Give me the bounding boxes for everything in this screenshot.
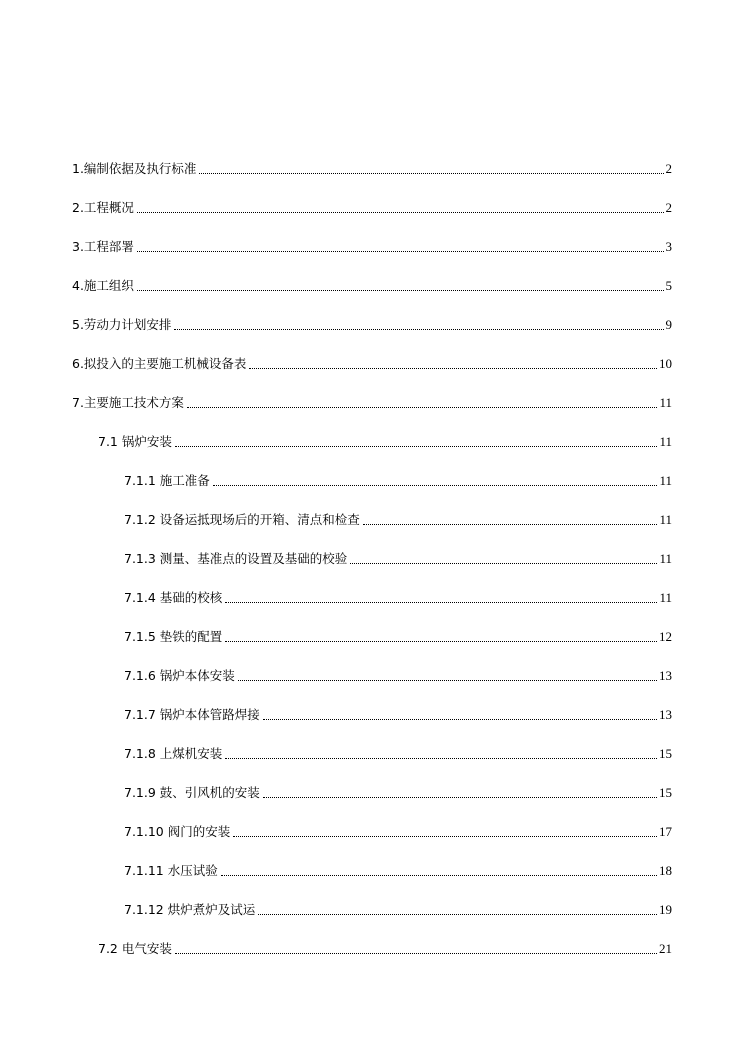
toc-entry[interactable]	[124, 509, 672, 531]
toc-entry-label: 7.1.11 水压试验	[124, 863, 218, 878]
toc-entry-label: 7.1.9 鼓、引风机的安装	[124, 785, 260, 800]
toc-entry[interactable]	[98, 938, 672, 960]
toc-entry-page-number: 11	[659, 551, 672, 566]
toc-entry-page-number: 10	[659, 356, 672, 371]
toc-dot-leader	[363, 524, 658, 525]
toc-entry-page-number: 21	[659, 941, 672, 956]
toc-dot-leader	[258, 914, 657, 915]
toc-entry-label: 7.2 电气安装	[98, 941, 172, 956]
toc-entry-page-number: 11	[659, 512, 672, 527]
toc-dot-leader	[225, 758, 657, 759]
toc-dot-leader	[174, 329, 663, 330]
toc-entry-page-number: 12	[659, 629, 672, 644]
toc-entry-label: 7.1.6 锅炉本体安装	[124, 668, 235, 683]
toc-entry-page-number: 13	[659, 668, 672, 683]
toc-dot-leader	[175, 446, 658, 447]
toc-dot-leader	[137, 251, 664, 252]
toc-dot-leader	[221, 875, 657, 876]
toc-entry-page-number: 2	[665, 161, 672, 176]
toc-entry[interactable]	[124, 704, 672, 726]
toc-entry-label: 7.主要施工技术方案	[72, 395, 184, 410]
toc-entry-label: 5.劳动力计划安排	[72, 317, 172, 332]
toc-entry-label: 7.1.7 锅炉本体管路焊接	[124, 707, 260, 722]
toc-entry-page-number: 5	[665, 278, 672, 293]
toc-dot-leader	[187, 407, 658, 408]
toc-entry-label: 7.1.1 施工准备	[124, 473, 210, 488]
toc-entry[interactable]	[72, 392, 672, 414]
toc-entry[interactable]	[124, 665, 672, 687]
toc-entry[interactable]	[124, 821, 672, 843]
toc-entry-page-number: 11	[659, 473, 672, 488]
toc-dot-leader	[225, 602, 657, 603]
toc-entry-label: 2.工程概况	[72, 200, 134, 215]
toc-entry-page-number: 11	[659, 590, 672, 605]
toc-entry[interactable]	[124, 860, 672, 882]
toc-entry-label: 1.编制依据及执行标准	[72, 161, 197, 176]
toc-dot-leader	[175, 953, 657, 954]
toc-dot-leader	[263, 797, 657, 798]
toc-entry[interactable]	[72, 353, 672, 375]
toc-entry-label: 7.1.10 阀门的安装	[124, 824, 231, 839]
toc-entry-page-number: 18	[659, 863, 672, 878]
toc-entry-label: 7.1.5 垫铁的配置	[124, 629, 223, 644]
toc-entry[interactable]	[72, 275, 672, 297]
toc-dot-leader	[350, 563, 657, 564]
toc-entry-page-number: 11	[659, 395, 672, 410]
toc-entry[interactable]	[124, 782, 672, 804]
toc-entry-label: 3.工程部署	[72, 239, 134, 254]
toc-entry-label: 7.1.2 设备运抵现场后的开箱、清点和检查	[124, 512, 360, 527]
toc-entry-page-number: 15	[659, 785, 672, 800]
toc-entry-page-number: 2	[665, 200, 672, 215]
toc-dot-leader	[199, 173, 663, 174]
toc-entry[interactable]	[72, 158, 672, 180]
toc-dot-leader	[233, 836, 657, 837]
toc-dot-leader	[225, 641, 657, 642]
toc-entry-label: 7.1.8 上煤机安装	[124, 746, 223, 761]
toc-entry[interactable]	[124, 743, 672, 765]
toc-entry[interactable]	[124, 587, 672, 609]
toc-dot-leader	[213, 485, 658, 486]
toc-entry-page-number: 15	[659, 746, 672, 761]
toc-entry-label: 7.1.3 测量、基准点的设置及基础的校验	[124, 551, 348, 566]
toc-entry-label: 7.1.4 基础的校核	[124, 590, 223, 605]
toc-entry-label: 7.1.12 烘炉煮炉及试运	[124, 902, 256, 917]
toc-entry[interactable]	[124, 899, 672, 921]
toc-entry-page-number: 3	[665, 239, 672, 254]
toc-entry-page-number: 11	[659, 434, 672, 449]
toc-entry[interactable]	[72, 197, 672, 219]
toc-dot-leader	[137, 290, 664, 291]
toc-entry[interactable]	[72, 314, 672, 336]
toc-dot-leader	[238, 680, 657, 681]
toc-entry-page-number: 17	[659, 824, 672, 839]
toc-entry-page-number: 19	[659, 902, 672, 917]
toc-entry[interactable]	[124, 626, 672, 648]
toc-dot-leader	[137, 212, 664, 213]
toc-entry[interactable]	[72, 236, 672, 258]
toc-entry[interactable]	[124, 548, 672, 570]
toc-entry[interactable]	[98, 431, 672, 453]
toc-entry-page-number: 9	[665, 317, 672, 332]
toc-entry[interactable]	[124, 470, 672, 492]
toc-dot-leader	[249, 368, 657, 369]
toc-dot-leader	[263, 719, 657, 720]
toc-entry-page-number: 13	[659, 707, 672, 722]
toc-entry-label: 7.1 锅炉安装	[98, 434, 172, 449]
toc-entry-label: 4.施工组织	[72, 278, 134, 293]
toc-entry-label: 6.拟投入的主要施工机械设备表	[72, 356, 247, 371]
